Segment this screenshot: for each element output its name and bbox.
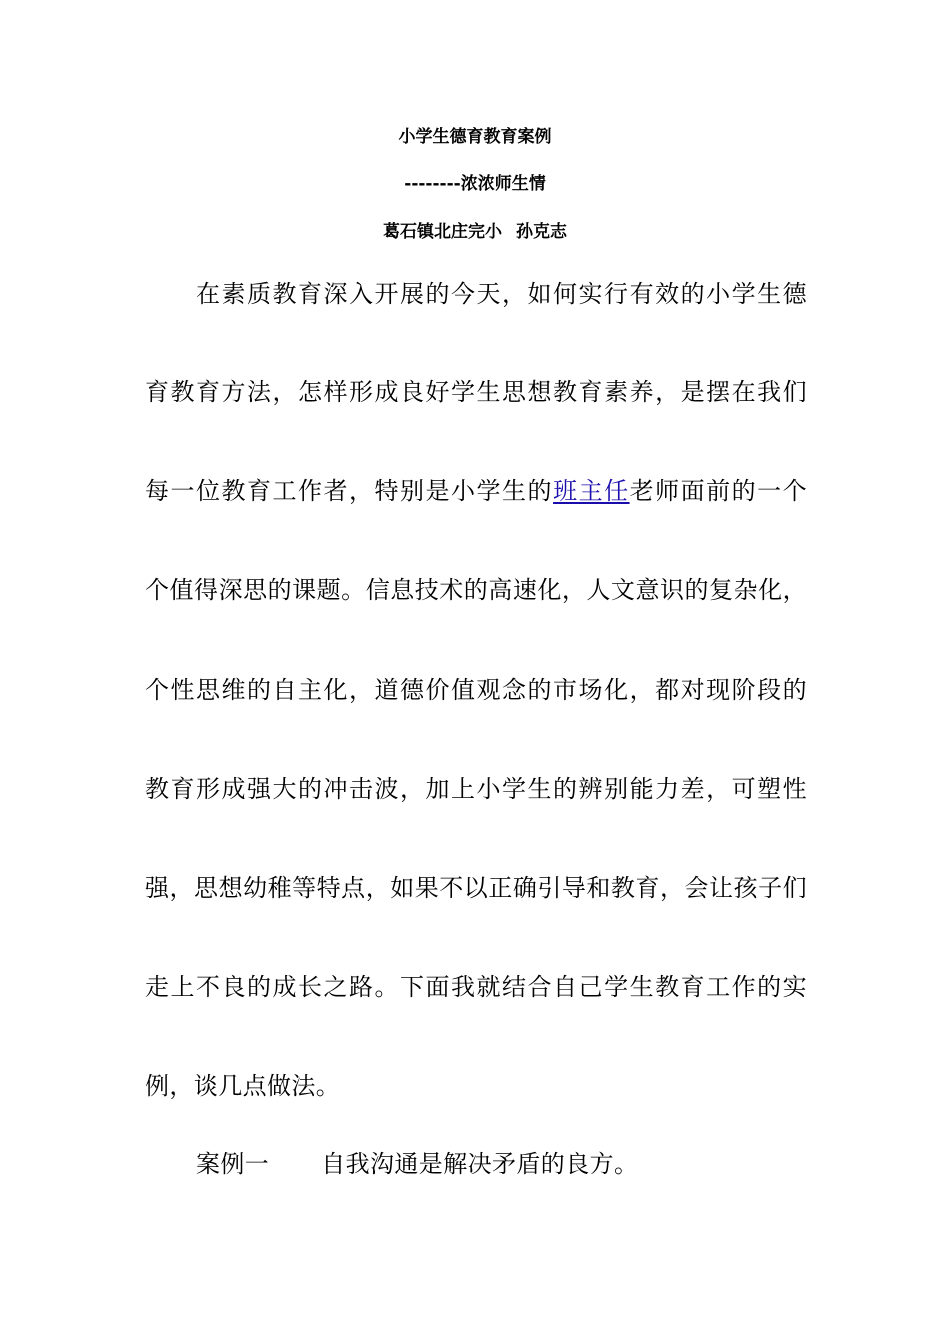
- paragraph-text: 每一位教育工作者，特别是小学生的: [145, 477, 554, 505]
- paragraph-line: 个性思维的自主化，道德价值观念的市场化，都对现阶段的: [145, 676, 807, 704]
- paragraph-line: 育教育方法，怎样形成良好学生思想教育素养，是摆在我们: [145, 378, 807, 406]
- paragraph-line: 教育形成强大的冲击波，加上小学生的辨别能力差，可塑性: [145, 775, 807, 803]
- author-school: 葛石镇北庄完小: [383, 222, 502, 242]
- paragraph-line: 在素质教育深入开展的今天，如何实行有效的小学生德: [196, 280, 807, 308]
- case-heading: [196, 1148, 638, 1180]
- class-teacher-link[interactable]: 班主任: [553, 477, 630, 505]
- paragraph-line: 走上不良的成长之路。下面我就结合自己学生教育工作的实: [145, 973, 807, 1001]
- paragraph-text: 老师面前的一个: [629, 477, 807, 505]
- paragraph-line: [145, 475, 807, 507]
- author-name: 孙克志: [516, 222, 567, 242]
- paragraph-line: 强，思想幼稚等特点，如果不以正确引导和教育，会让孩子们: [145, 874, 807, 902]
- author-line: [0, 221, 950, 243]
- paragraph-line: 个值得深思的课题。信息技术的高速化，人文意识的复杂化，: [145, 576, 807, 604]
- paragraph-line: 例，谈几点做法。: [145, 1072, 341, 1100]
- case-title: 自我沟通是解决矛盾的良方。: [321, 1150, 639, 1178]
- case-label: 案例一: [196, 1150, 270, 1178]
- document-title: 小学生德育教育案例: [398, 127, 552, 147]
- document-subtitle: --------浓浓师生情: [404, 174, 546, 194]
